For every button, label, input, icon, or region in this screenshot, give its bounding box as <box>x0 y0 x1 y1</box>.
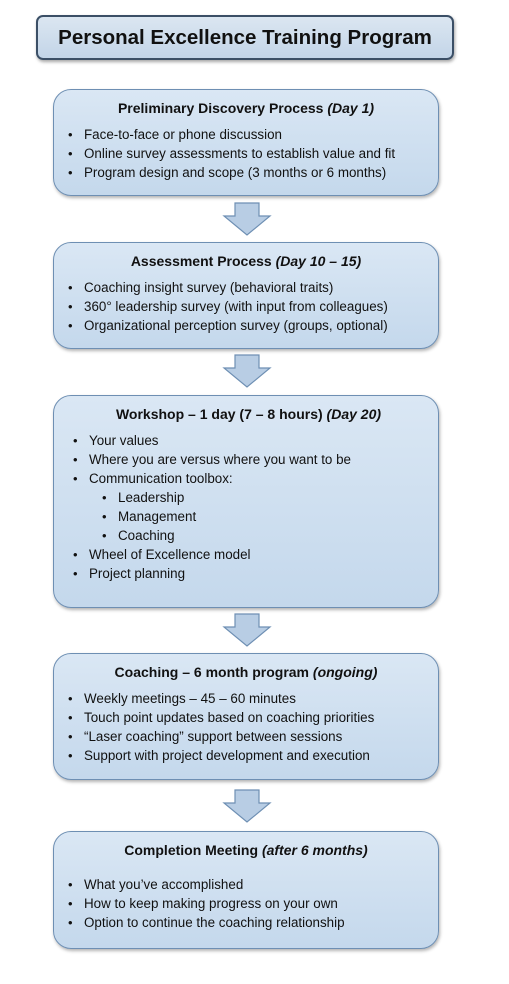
stage-title <box>73 406 424 422</box>
down-arrow-icon <box>222 789 272 823</box>
stage-title <box>68 253 424 269</box>
stage-name: Assessment Process <box>130 253 272 269</box>
list-item: • Wheel of Excellence model <box>73 545 424 564</box>
stage-name: Preliminary Discovery Process <box>117 100 324 116</box>
stage-timing: (ongoing) <box>312 664 378 680</box>
stage-assessment <box>53 242 439 349</box>
stage-timing: (Day 10 – 15) <box>275 253 362 269</box>
list-item: • What you’ve accomplished <box>68 875 424 894</box>
stage-completion-meeting <box>53 831 439 949</box>
stage-title <box>68 842 424 858</box>
list-item: • Touch point updates based on coaching priorities <box>68 708 424 727</box>
list-item: • 360° leadership survey (with input from colleagues) <box>68 297 424 316</box>
list-item: • Option to continue the coaching relationship <box>68 913 424 932</box>
list-item: • Communication toolbox: <box>73 469 424 488</box>
stage-timing: (Day 1) <box>327 100 375 116</box>
stage-timing: (after 6 months) <box>261 842 368 858</box>
stage-title <box>68 664 424 680</box>
list-item: • “Laser coaching” support between sessions <box>68 727 424 746</box>
list-item: • Support with project development and execution <box>68 746 424 765</box>
sub-list-item: • Coaching <box>73 526 424 545</box>
list-item: • Where you are versus where you want to be <box>73 450 424 469</box>
stage-workshop <box>53 395 439 608</box>
down-arrow-icon <box>222 613 272 647</box>
stage-timing: (Day 20) <box>326 406 382 422</box>
sub-list-item: • Management <box>73 507 424 526</box>
stage-name: Coaching – 6 month program <box>114 664 310 680</box>
stage-coaching <box>53 653 439 780</box>
down-arrow-icon <box>222 354 272 388</box>
stage-title <box>68 100 424 116</box>
down-arrow-icon <box>222 202 272 236</box>
stage-name: Completion Meeting <box>124 842 259 858</box>
list-item: • Program design and scope (3 months or 6 months) <box>68 163 424 182</box>
list-item: • Online survey assessments to establish value and fit <box>68 144 424 163</box>
list-item: • Your values <box>73 431 424 450</box>
stage-preliminary-discovery <box>53 89 439 196</box>
list-item: • Weekly meetings – 45 – 60 minutes <box>68 689 424 708</box>
list-item: • How to keep making progress on your own <box>68 894 424 913</box>
stage-name: Workshop – 1 day (7 – 8 hours) <box>115 406 323 422</box>
list-item: • Coaching insight survey (behavioral traits) <box>68 278 424 297</box>
sub-list-item: • Leadership <box>73 488 424 507</box>
list-item: • Organizational perception survey (groups, optional) <box>68 316 424 335</box>
list-item: • Project planning <box>73 564 424 583</box>
diagram-title: Personal Excellence Training Program <box>36 15 454 60</box>
list-item: • Face-to-face or phone discussion <box>68 125 424 144</box>
